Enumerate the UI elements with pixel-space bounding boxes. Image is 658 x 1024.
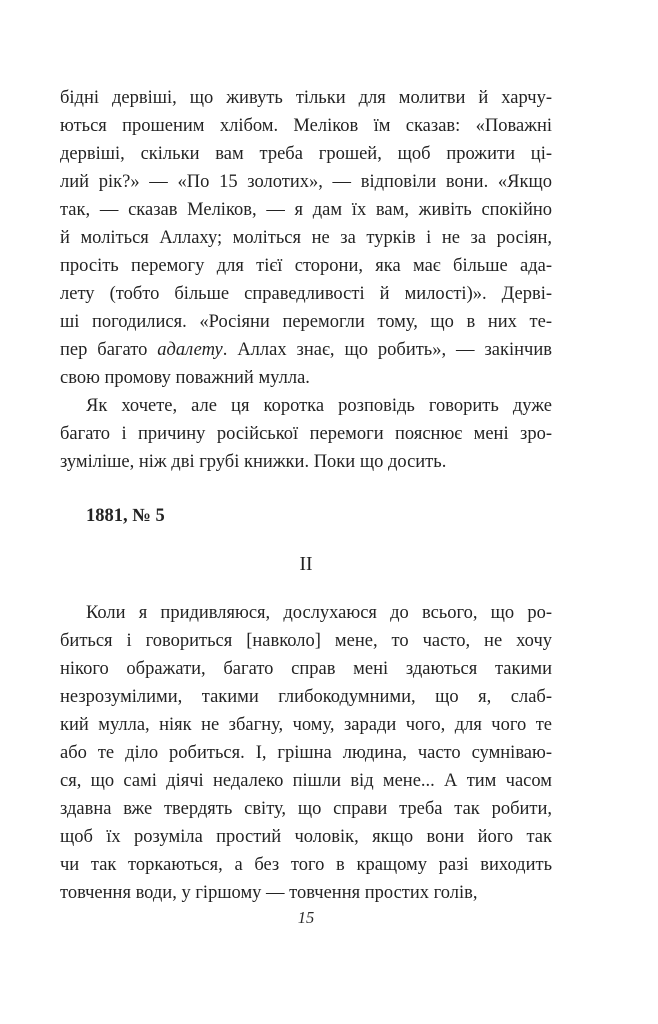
text-line: лий рік?» — «По 15 золотих», — відповіли вони. «Якщо (60, 172, 552, 192)
text-line: просіть перемогу для тієї сторони, яка має більше ада- (60, 256, 552, 276)
text-line: свою промову поважний мулла. (60, 368, 310, 388)
text-line: дервіші, скільки вам треба грошей, щоб прожити ці- (60, 144, 552, 164)
book-page-text-block (60, 84, 552, 907)
text-line: пер багато адалету. Аллах знає, що робить», — закінчив (60, 340, 552, 360)
text-line: багато і причину російської перемоги пояснює мені зро- (60, 424, 552, 444)
text-line: Коли я придивляюся, дослухаюся до всього, що ро- (86, 603, 552, 623)
text-line: биться і говориться [навколо] мене, то часто, не хочу (60, 631, 552, 651)
text-line: нікого ображати, багато справ мені здаються такими (60, 659, 552, 679)
text-line: зуміліше, ніж дві грубі книжки. Поки що досить. (60, 452, 447, 472)
text-line: щоб їх розуміла простий чоловік, якщо вони його так (60, 827, 552, 847)
text-line: Як хочете, але ця коротка розповідь говорить дуже (86, 396, 552, 416)
text-line: незрозумілими, такими глибокодумними, що я, слаб- (60, 687, 552, 707)
text-line: ються прошеним хлібом. Меліков їм сказав: «Поважні (60, 116, 552, 136)
text-line: лету (тобто більше справедливості й милості)». Дерві- (60, 284, 552, 304)
text-line: здавна вже твердять світу, що справи треба так робити, (60, 799, 552, 819)
text-line: й моліться Аллаху; моліться не за турків і не за росіян, (60, 228, 552, 248)
text-line: так, — сказав Меліков, — я дам їх вам, живіть спокійно (60, 200, 552, 220)
text-line: бідні дервіші, що живуть тільки для молитви й харчу- (60, 88, 552, 108)
paragraph-continuation (60, 84, 552, 392)
page-number: 15 (297, 908, 315, 927)
text-line: ся, що самі діячі недалеко пішли від мене... А тим часом (60, 771, 552, 791)
paragraph-section-two (60, 599, 552, 907)
section-numeral: II (299, 554, 313, 575)
paragraph-conclusion (60, 392, 552, 476)
text-line: кий мулла, ніяк не збагну, чому, заради чого, для чого те (60, 715, 552, 735)
text-line: ші погодилися. «Росіяни перемогли тому, що в них те- (60, 312, 552, 332)
entry-date-heading: 1881, № 5 (86, 506, 165, 526)
text-line: товчення води, у гіршому — товчення простих голів, (60, 883, 478, 903)
text-line: чи так торкаються, а без того в кращому разі виходить (60, 855, 552, 875)
text-line: або те діло робиться. І, грішна людина, часто сумніваю- (60, 743, 552, 763)
